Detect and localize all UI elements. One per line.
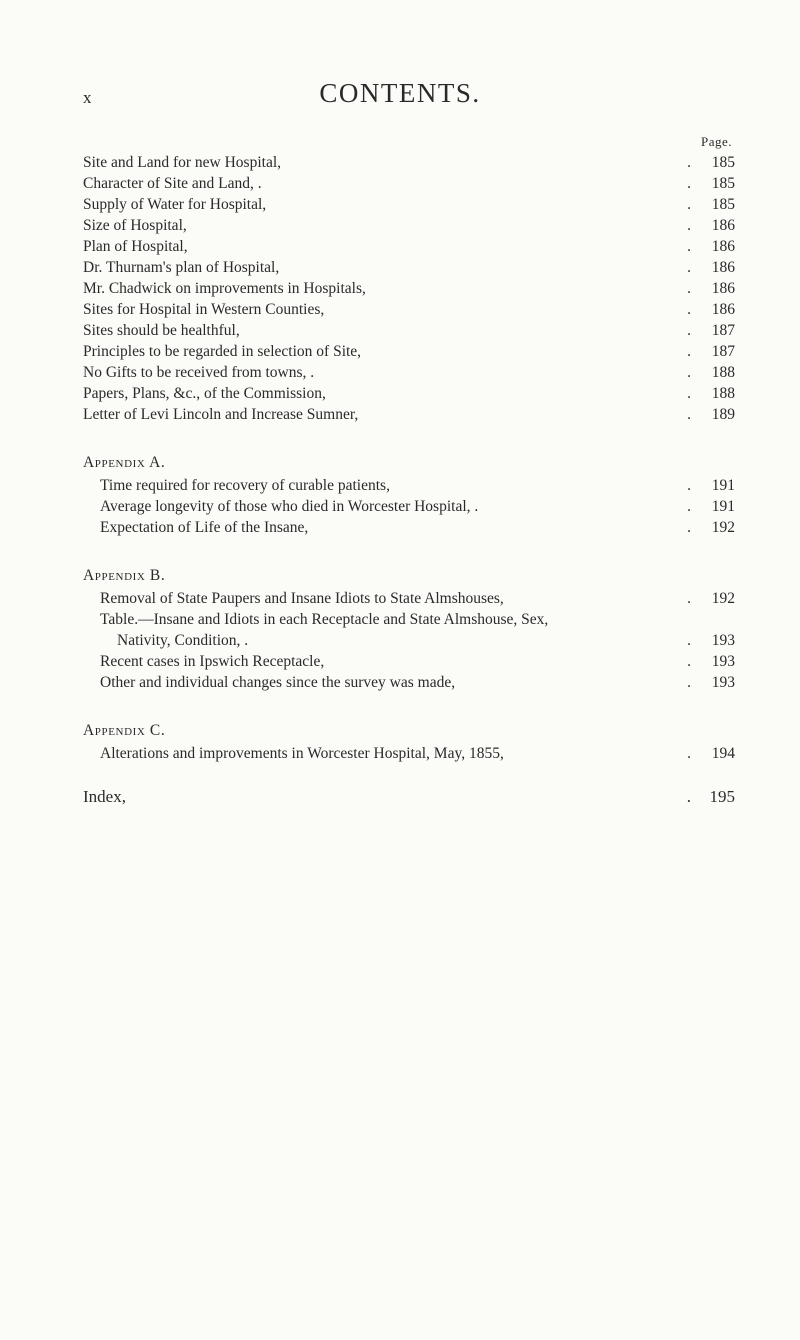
toc-entry-page: . 191: [695, 496, 735, 517]
toc-entry: [83, 236, 735, 257]
toc-entry-label: Other and individual changes since the survey was made,: [100, 674, 456, 691]
toc-entry-page: . 188: [695, 383, 735, 404]
toc-entry-label: Mr. Chadwick on improvements in Hospitals,: [83, 280, 366, 297]
toc-entry: [83, 215, 735, 236]
toc-entry-label: Site and Land for new Hospital,: [83, 154, 282, 171]
toc-entry: [83, 743, 735, 764]
toc-entry-page: . 195: [695, 786, 735, 807]
toc-entry: [83, 588, 735, 609]
page-title: CONTENTS.: [319, 78, 481, 108]
toc-entry-label: Dr. Thurnam's plan of Hospital,: [83, 259, 280, 276]
toc-entry-page: . 187: [695, 341, 735, 362]
appendix-a-heading: Appendix A.: [83, 454, 166, 471]
section-spacer: [83, 425, 735, 451]
toc-entry-label: Letter of Levi Lincoln and Increase Sumner,: [83, 406, 359, 423]
toc-entry-label: Index,: [83, 787, 126, 806]
toc-entry-label: Size of Hospital,: [83, 217, 187, 234]
toc-entry-page: . 186: [695, 215, 735, 236]
toc-entry-label: Alterations and improvements in Worcester Hospital, May, 1855,: [100, 745, 504, 762]
toc-entry: [83, 194, 735, 215]
toc-entry: [83, 362, 735, 383]
toc-entry-label: Papers, Plans, &c., of the Commission,: [83, 385, 326, 402]
toc-entry-label: Nativity, Condition, .: [117, 632, 249, 649]
toc-entry: [83, 173, 735, 194]
toc-entry-label: No Gifts to be received from towns, .: [83, 364, 315, 381]
toc-entry: [83, 383, 735, 404]
toc-entry-page: . 191: [695, 475, 735, 496]
toc-entry: [83, 517, 735, 538]
toc-entry-page: . 186: [695, 257, 735, 278]
toc-entry-page: . 186: [695, 236, 735, 257]
toc-entry-label: Character of Site and Land, .: [83, 175, 262, 192]
toc-entry-label: Expectation of Life of the Insane,: [100, 519, 309, 536]
table-of-contents: [83, 152, 735, 807]
toc-entry-label: Plan of Hospital,: [83, 238, 188, 255]
toc-entry-label: Table.—Insane and Idiots in each Receptacle and State Almshouse, Sex,: [100, 611, 549, 628]
toc-entry-label: Time required for recovery of curable patients,: [100, 477, 390, 494]
toc-entry: [83, 299, 735, 320]
toc-entry-page: . 187: [695, 320, 735, 341]
page-column-heading: Page.: [700, 134, 732, 149]
toc-entry: [83, 475, 735, 496]
toc-entry: [83, 630, 735, 651]
toc-entry-page: . 186: [695, 299, 735, 320]
toc-entry: [83, 404, 735, 425]
toc-entry-page: . 185: [695, 194, 735, 215]
toc-entry-label: Removal of State Paupers and Insane Idiots to State Almshouses,: [100, 590, 504, 607]
section-spacer: [83, 693, 735, 719]
toc-entry: [83, 341, 735, 362]
toc-entry-page: . 185: [695, 173, 735, 194]
folio-numeral: x: [83, 88, 93, 107]
toc-entry-page: . 188: [695, 362, 735, 383]
toc-entry-page: . 192: [695, 517, 735, 538]
toc-entry-label: Supply of Water for Hospital,: [83, 196, 267, 213]
toc-entry: [83, 152, 735, 173]
section-spacer: [83, 764, 735, 786]
toc-entry-page: . 189: [695, 404, 735, 425]
toc-entry-label: Principles to be regarded in selection of Site,: [83, 343, 362, 360]
toc-entry-label: Average longevity of those who died in Worcester Hospital, .: [100, 498, 479, 515]
toc-entry-page: . 193: [695, 630, 735, 651]
toc-entry-page: . 185: [695, 152, 735, 173]
appendix-b-heading: Appendix B.: [83, 567, 166, 584]
toc-entry-page: . 192: [695, 588, 735, 609]
toc-entry: [83, 257, 735, 278]
toc-entry-label: Sites for Hospital in Western Counties,: [83, 301, 325, 318]
toc-entry: [83, 320, 735, 341]
toc-entry-page: . 193: [695, 651, 735, 672]
toc-entry: [83, 496, 735, 517]
toc-entry: [83, 651, 735, 672]
section-spacer: [83, 538, 735, 564]
toc-entry: [83, 278, 735, 299]
toc-entry-index: [83, 786, 735, 807]
toc-entry-label: Recent cases in Ipswich Receptacle,: [100, 653, 325, 670]
toc-entry-page: . 194: [695, 743, 735, 764]
toc-entry-label: Sites should be healthful,: [83, 322, 240, 339]
toc-entry-page: . 193: [695, 672, 735, 693]
toc-entry-page: . 186: [695, 278, 735, 299]
appendix-c-heading: Appendix C.: [83, 722, 166, 739]
toc-entry: [83, 672, 735, 693]
toc-entry-continued: [83, 609, 735, 630]
